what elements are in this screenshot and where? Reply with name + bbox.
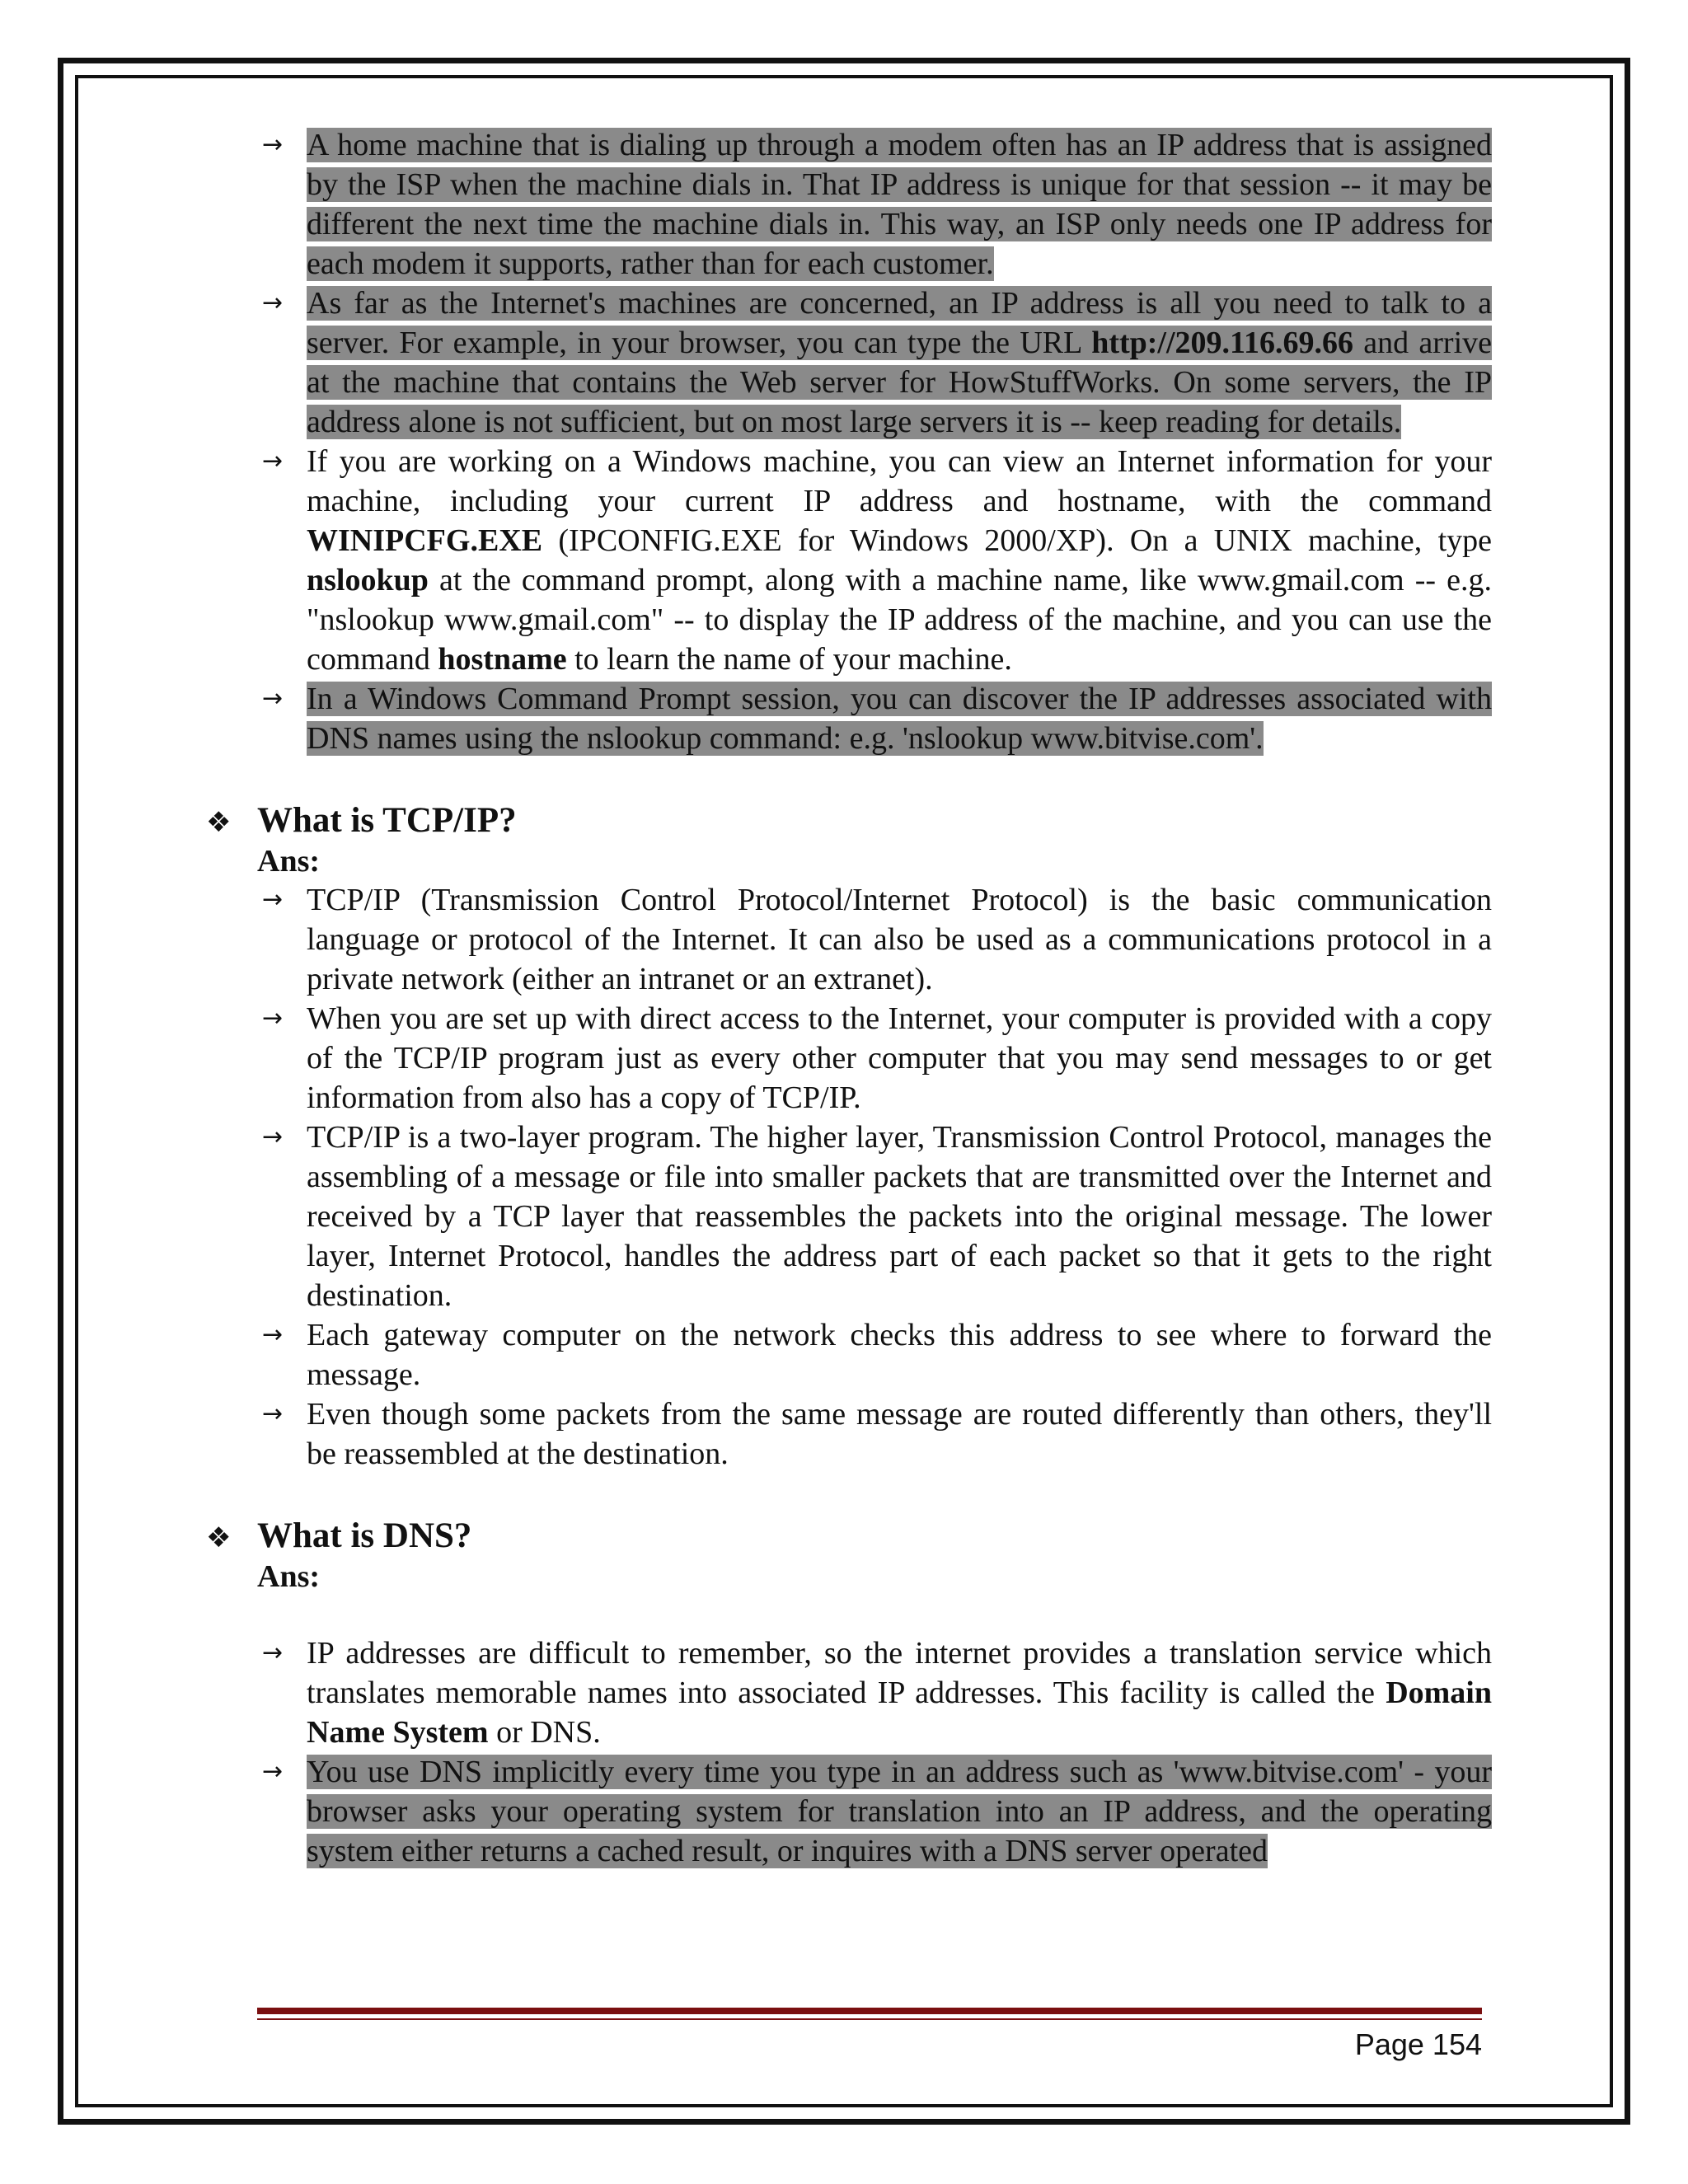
text-run: When you are set up with direct access to the Internet, your computer is provided with a copy of the TCP/IP program just as every other computer that you may send messages to or get information from also has a copy of TCP/IP. <box>307 1001 1492 1115</box>
arrow-icon: → <box>262 1122 284 1151</box>
highlighted-text: You use DNS implicitly every time you type in an address such as 'www.bitvise.com' - your browser asks your operating system for translation into an IP address, and the operating system either returns a cached result, or inquires with a DNS server operated <box>307 1755 1492 1868</box>
arrow-icon: → <box>262 885 284 914</box>
answer-label: Ans: <box>257 844 321 879</box>
text-run: to learn the name of your machine. <box>566 642 1012 677</box>
arrow-icon: → <box>262 447 284 476</box>
arrow-icon: → <box>262 1757 284 1786</box>
list-item <box>206 1315 1492 1394</box>
list-item <box>206 1752 1492 1871</box>
list-item <box>206 880 1492 999</box>
highlighted-text: In a Windows Command Prompt session, you can discover the IP addresses associated with DNS names using the nslookup command: e.g. 'nslookup www.bitvise.com'. <box>307 682 1492 756</box>
diamond-bullet-icon: ❖ <box>206 1521 232 1554</box>
list-item <box>206 1633 1492 1752</box>
list-item <box>206 1118 1492 1315</box>
arrow-icon: → <box>262 1638 284 1667</box>
bold-term: Domain Name System <box>307 1675 1492 1750</box>
section-heading <box>206 1515 1492 1558</box>
list-item <box>206 679 1492 758</box>
list-item <box>206 999 1492 1118</box>
bold-term: hostname <box>438 642 567 677</box>
arrow-icon: → <box>262 1320 284 1349</box>
list-item <box>206 284 1492 442</box>
list-item <box>206 442 1492 679</box>
arrow-icon: → <box>262 288 284 317</box>
page-number: Page 154 <box>1354 2027 1482 2061</box>
text-run: As far as the Internet's machines are concerned, an IP address is all you need to talk to a server. For example, in your browser, you can type the URL <box>307 286 1492 360</box>
arrow-icon: → <box>262 1004 284 1033</box>
highlighted-text: A home machine that is dialing up through a modem often has an IP address that is assigned by the ISP when the machine dials in. That IP address is unique for that session -- it may be different the next time the machine dials in. This way, an ISP only needs one IP address for each modem it supports, rather than for each customer. <box>307 128 1492 281</box>
arrow-icon: → <box>262 1399 284 1428</box>
section-heading-text: What is TCP/IP? <box>257 801 517 840</box>
list-item <box>206 125 1492 284</box>
text-run: Even though some packets from the same message are routed differently than others, they'll be reassembled at the destination. <box>307 1397 1492 1471</box>
footer-rule <box>257 2008 1482 2014</box>
list-item <box>206 1394 1492 1474</box>
text-run: TCP/IP (Transmission Control Protocol/Internet Protocol) is the basic communication language or protocol of the Internet. It can also be used as a communications protocol in a private network (either an intranet or an extranet). <box>307 883 1492 996</box>
text-run: IP addresses are difficult to remember, so the internet provides a translation service which translates memorable names into associated IP addresses. This facility is called the <box>307 1636 1492 1710</box>
text-run: (IPCONFIG.EXE for Windows 2000/XP). On a UNIX machine, type <box>542 523 1492 558</box>
bold-url: http://209.116.69.66 <box>1091 326 1353 360</box>
section-heading <box>206 799 1492 842</box>
arrow-icon: → <box>262 684 284 713</box>
answer-label: Ans: <box>257 1559 321 1594</box>
footer-rule-thin <box>257 2018 1482 2020</box>
text-run: at the command prompt, along with a machine name, like www.gmail.com -- e.g. "nslookup www.gmail.com" -- to display the IP address of the machine, and you can use the command <box>307 563 1492 677</box>
highlighted-text <box>307 286 1492 439</box>
text-run: TCP/IP is a two-layer program. The higher layer, Transmission Control Protocol, manages the assembling of a message or file into smaller packets that are transmitted over the Internet and received by a TCP layer that reassembles the packets into the original message. The lower layer, Internet Protocol, handles the address part of each packet so that it gets to the right destination. <box>307 1120 1492 1313</box>
text-run: and arrive at the machine that contains the Web server for HowStuffWorks. On some servers, the IP address alone is not sufficient, but on most large servers it is -- keep reading for details. <box>307 326 1492 439</box>
page-content <box>206 125 1492 1871</box>
bold-term: nslookup <box>307 563 429 598</box>
diamond-bullet-icon: ❖ <box>206 806 232 839</box>
arrow-icon: → <box>262 130 284 159</box>
bold-term: WINIPCFG.EXE <box>307 523 543 558</box>
text-run: Each gateway computer on the network checks this address to see where to forward the message. <box>307 1318 1492 1392</box>
text-run: If you are working on a Windows machine, you can view an Internet information for your machine, including your current IP address and hostname, with the command <box>307 444 1492 518</box>
text-run: or DNS. <box>488 1715 601 1750</box>
section-heading-text: What is DNS? <box>257 1516 472 1555</box>
